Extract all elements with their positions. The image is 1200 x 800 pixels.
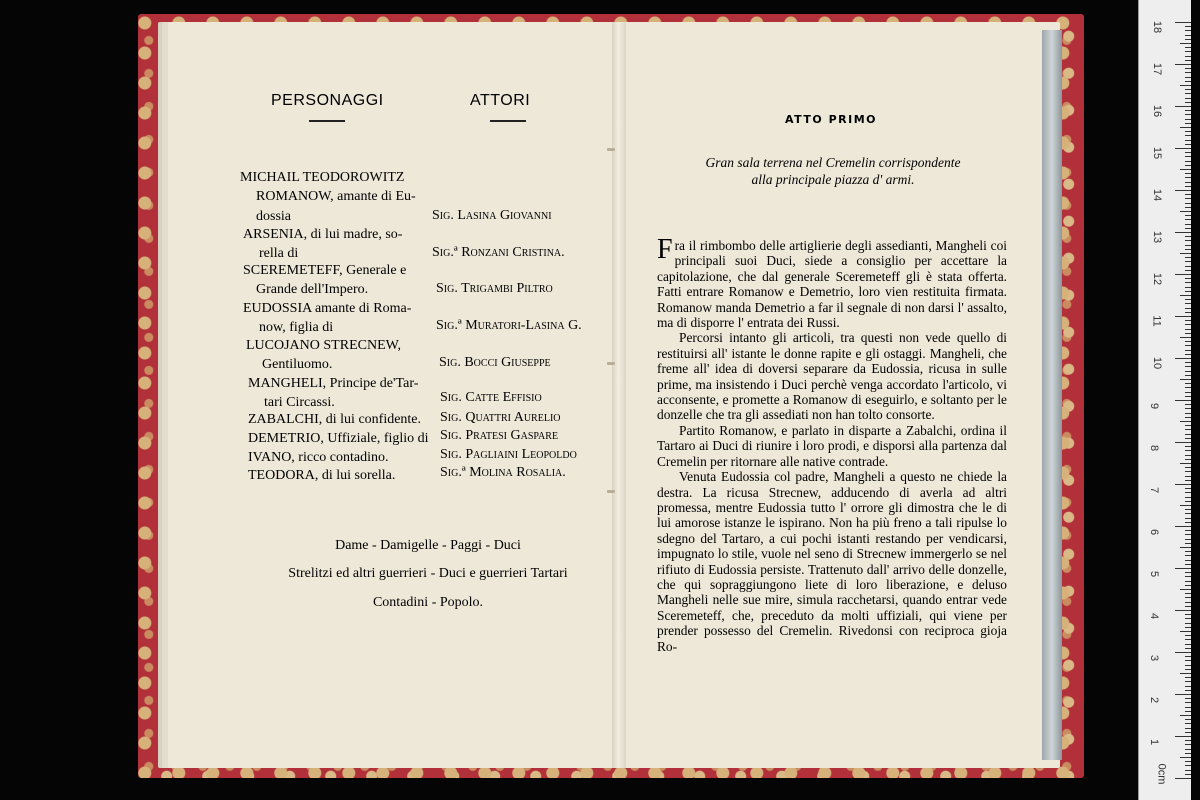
ruler-tick — [1185, 89, 1191, 90]
ruler-tick — [1185, 702, 1191, 703]
ruler-tick — [1180, 673, 1191, 674]
ruler-tick — [1180, 169, 1191, 170]
extras-line: Dame - Damigelle - Paggi - Duci — [335, 538, 521, 553]
ruler-number: 6 — [1148, 528, 1161, 536]
ruler-number: 13 — [1151, 230, 1164, 244]
ruler-tick — [1175, 610, 1191, 611]
ruler-tick — [1185, 740, 1191, 741]
ruler-tick — [1185, 345, 1191, 346]
ruler-tick — [1185, 614, 1191, 615]
ruler-tick — [1185, 509, 1191, 510]
scene-description: Gran sala terrena nel Cremelin corrispondente — [705, 155, 961, 170]
ruler-tick — [1185, 576, 1191, 577]
ruler-tick — [1185, 156, 1191, 157]
ruler-tick — [1185, 635, 1191, 636]
role-line: Gentiluomo. — [262, 357, 333, 372]
ruler-tick — [1185, 173, 1191, 174]
ruler-tick — [1185, 387, 1191, 388]
ruler-tick — [1180, 337, 1191, 338]
actor-name: Sig.ª Ronzani Cristina. — [432, 245, 565, 260]
ruler-tick — [1175, 694, 1191, 695]
role-line: LUCOJANO STRECNEW, — [246, 338, 402, 353]
ruler-tick — [1180, 631, 1191, 632]
header-rule — [309, 120, 345, 122]
ruler-tick — [1175, 316, 1191, 317]
ruler-tick — [1185, 228, 1191, 229]
ruler-tick — [1185, 404, 1191, 405]
ruler-tick — [1185, 215, 1191, 216]
ruler-tick — [1185, 492, 1191, 493]
ruler-tick — [1185, 476, 1191, 477]
ruler-tick — [1185, 438, 1191, 439]
ruler-number: 12 — [1151, 272, 1164, 286]
ruler-tick — [1185, 236, 1191, 237]
ruler-tick — [1175, 232, 1191, 233]
ruler-tick — [1185, 585, 1191, 586]
ruler-tick — [1185, 329, 1191, 330]
ruler-tick — [1185, 93, 1191, 94]
ruler-tick — [1185, 98, 1191, 99]
ruler-number: 8 — [1148, 444, 1161, 452]
ruler-tick — [1185, 719, 1191, 720]
ruler-tick — [1185, 765, 1191, 766]
ruler-tick — [1185, 47, 1191, 48]
synopsis-paragraph: Partito Romanow, e parlato in disparte a Zabalchi, ordina il Tartaro ai Duci di riunire i loro prodi, e disporsi alla partenza dal Cremelin per ritornare alle native contrade. — [657, 422, 1007, 469]
ruler-tick — [1185, 312, 1191, 313]
synopsis-paragraph: Venuta Eudossia col padre, Mangheli a questo ne chiede la destra. La ricusa Strecnew, adducendo di averla ad altri promessa, mentre Eudossia tutto l' orrore gli dimostra che le di lui amorose istanze le ispirano. Non ha più freno a tali ripulse lo sdegno del Tartaro, a cui pochi istanti restando per vendicarsi, impugnato lo stile, vuole nel seno di Strecnew immergerlo se nel rifiuto di Eudossia persiste. Trattenuto dall' arrivo delle donzelle, che qui sopraggiungono liete di loro liberazione, e deluso Mangheli nelle sue mire, simula racchetarsi, quando entrar vede Sceremeteff, che, preceduto da molti uffiziali, qui viene per prender possesso del Cremelin. Rivedonsi con reciproca gioja Ro- — [657, 469, 1007, 654]
actor-name: Sig.ª Muratori-Lasina G. — [436, 318, 582, 333]
ruler-number: 9 — [1148, 402, 1161, 410]
ruler-tick — [1185, 497, 1191, 498]
ruler-tick — [1185, 501, 1191, 502]
synopsis-paragraph: Percorsi intanto gli articoli, tra questi non vede quello di restituirsi all' istante le donne rapite e gli ostaggi. Mangheli, che freme all' idea di doversi separare da Eudossia, ricusa in sulle prime, ma insistendo i Duci perchè venga accordato l'articolo, vi acconsente, e promette a Romanow di eseguirlo, e soltanto per le donzelle che tra gli assediati non han tolto consorte. — [657, 330, 1007, 423]
ruler-tick — [1185, 488, 1191, 489]
ruler-number: 3 — [1148, 654, 1161, 662]
ruler-tick — [1185, 530, 1191, 531]
ruler-tick — [1185, 224, 1191, 225]
ruler-tick — [1185, 114, 1191, 115]
ruler-tick — [1180, 295, 1191, 296]
act-title: ATTO PRIMO — [784, 113, 878, 126]
ruler-tick — [1185, 299, 1191, 300]
ruler-tick — [1185, 77, 1191, 78]
ruler-tick — [1180, 43, 1191, 44]
role-line: EUDOSSIA amante di Roma- — [243, 301, 412, 316]
ruler-tick — [1180, 127, 1191, 128]
ruler-tick — [1185, 324, 1191, 325]
ruler-tick — [1185, 446, 1191, 447]
role-line: tari Circassi. — [264, 395, 335, 410]
role-line: dossia — [256, 209, 291, 224]
ruler-tick — [1185, 455, 1191, 456]
role-line: ROMANOW, amante di Eu- — [256, 189, 416, 204]
actor-name: Sig. Pagliaini Leopoldo — [440, 447, 577, 462]
ruler-tick — [1185, 123, 1191, 124]
page-edge — [1042, 30, 1062, 760]
ruler-tick — [1185, 593, 1191, 594]
ruler-tick — [1185, 161, 1191, 162]
ruler-tick — [1185, 513, 1191, 514]
header-actors: ATTORI — [470, 92, 531, 109]
ruler-tick — [1185, 396, 1191, 397]
binding-stitch — [607, 148, 615, 151]
ruler-tick — [1185, 660, 1191, 661]
ruler-tick — [1185, 753, 1191, 754]
extras-line: Strelitzi ed altri guerrieri - Duci e guerrieri Tartari — [288, 566, 568, 581]
ruler-tick — [1175, 64, 1191, 65]
ruler-tick — [1185, 203, 1191, 204]
ruler-tick — [1185, 60, 1191, 61]
ruler-tick — [1185, 135, 1191, 136]
ruler-tick — [1185, 354, 1191, 355]
ruler-tick — [1185, 467, 1191, 468]
ruler-tick — [1180, 463, 1191, 464]
ruler-tick — [1185, 665, 1191, 666]
role-line: now, figlia di — [259, 320, 334, 335]
role-line: Grande dell'Impero. — [256, 282, 369, 297]
ruler-tick — [1185, 140, 1191, 141]
ruler-tick — [1185, 245, 1191, 246]
ruler-tick — [1185, 618, 1191, 619]
ruler-tick — [1185, 375, 1191, 376]
ruler-tick — [1175, 148, 1191, 149]
synopsis-text — [657, 234, 1007, 654]
ruler-tick — [1185, 186, 1191, 187]
ruler-tick — [1185, 383, 1191, 384]
ruler-tick — [1185, 686, 1191, 687]
ruler-number: 7 — [1148, 486, 1161, 494]
ruler-tick — [1185, 110, 1191, 111]
ruler-tick — [1185, 333, 1191, 334]
ruler-tick — [1185, 639, 1191, 640]
ruler-tick — [1185, 627, 1191, 628]
ruler-tick — [1175, 274, 1191, 275]
ruler-tick — [1185, 72, 1191, 73]
ruler-tick — [1185, 770, 1191, 771]
scene-description: alla principale piazza d' armi. — [751, 172, 915, 187]
ruler-tick — [1185, 564, 1191, 565]
left-page — [168, 22, 618, 768]
ruler-tick — [1180, 379, 1191, 380]
ruler-tick — [1185, 282, 1191, 283]
ruler-tick — [1185, 35, 1191, 36]
ruler-tick — [1185, 551, 1191, 552]
binding-stitch — [607, 362, 615, 365]
ruler-tick — [1185, 543, 1191, 544]
ruler-tick — [1185, 182, 1191, 183]
ruler-tick — [1180, 505, 1191, 506]
ruler-tick — [1185, 744, 1191, 745]
ruler-tick — [1185, 266, 1191, 267]
ruler-tick — [1175, 190, 1191, 191]
ruler-tick — [1185, 677, 1191, 678]
ruler-tick — [1185, 623, 1191, 624]
ruler-tick — [1185, 534, 1191, 535]
ruler-tick — [1180, 757, 1191, 758]
ruler-tick — [1185, 425, 1191, 426]
actor-name: Sig.ª Molina Rosalia. — [440, 465, 566, 480]
ruler-number: 16 — [1151, 104, 1164, 118]
ruler-tick — [1185, 711, 1191, 712]
ruler-tick — [1185, 723, 1191, 724]
ruler-tick — [1185, 152, 1191, 153]
ruler-tick — [1185, 341, 1191, 342]
ruler-tick — [1185, 459, 1191, 460]
ruler-tick — [1185, 606, 1191, 607]
ruler-tick — [1180, 253, 1191, 254]
ruler-tick — [1185, 177, 1191, 178]
actor-name: Sig. Lasina Giovanni — [432, 208, 552, 223]
ruler-number: 18 — [1151, 20, 1164, 34]
measuring-ruler — [1138, 0, 1191, 800]
ruler-tick — [1185, 560, 1191, 561]
ruler-tick — [1185, 362, 1191, 363]
ruler-tick — [1185, 207, 1191, 208]
ruler-tick — [1185, 408, 1191, 409]
ruler-number: 15 — [1151, 146, 1164, 160]
ruler-tick — [1185, 597, 1191, 598]
ruler-tick — [1175, 526, 1191, 527]
ruler-number: 2 — [1148, 696, 1161, 704]
role-line: SCEREMETEFF, Generale e — [243, 263, 407, 278]
role-line: MICHAIL TEODOROWITZ — [240, 170, 405, 185]
synopsis-paragraph: Fra il rimbombo delle artiglierie degli assedianti, Mangheli coi principali suoi Duci, siede a consiglio per accettare la capitolazione, che dal generale Sceremeteff gli è stata offerta. Fatti entrare Romanow e Demetrio, loro vien restituita firmata. Romanow manda Demetrio a far il segnale di non darsi l' assalto, ma di disporre l' entrata dei Russi. — [657, 234, 1007, 331]
ruler-tick — [1185, 350, 1191, 351]
ruler-tick — [1185, 728, 1191, 729]
ruler-tick — [1185, 669, 1191, 670]
ruler-tick — [1175, 652, 1191, 653]
ruler-number: 1 — [1148, 738, 1161, 746]
ruler-tick — [1185, 291, 1191, 292]
ruler-tick — [1185, 287, 1191, 288]
role-line: IVANO, ricco contadino. — [248, 450, 389, 465]
ruler-tick — [1185, 68, 1191, 69]
ruler-tick — [1185, 555, 1191, 556]
ruler-tick — [1185, 51, 1191, 52]
ruler-tick — [1185, 320, 1191, 321]
ruler-tick — [1185, 681, 1191, 682]
role-line: TEODORA, di lui sorella. — [248, 468, 396, 483]
ruler-tick — [1185, 102, 1191, 103]
binding-stitch — [607, 490, 615, 493]
ruler-number: 4 — [1148, 612, 1161, 620]
book-gutter — [612, 22, 626, 768]
ruler-tick — [1180, 589, 1191, 590]
ruler-tick — [1180, 547, 1191, 548]
ruler-tick — [1185, 371, 1191, 372]
ruler-tick — [1185, 240, 1191, 241]
ruler-tick — [1175, 106, 1191, 107]
ruler-unit-label: 0cm — [1155, 763, 1168, 785]
ruler-tick — [1185, 30, 1191, 31]
ruler-tick — [1185, 450, 1191, 451]
ruler-tick — [1185, 480, 1191, 481]
ruler-tick — [1185, 257, 1191, 258]
ruler-tick — [1185, 303, 1191, 304]
ruler-tick — [1180, 85, 1191, 86]
ruler-tick — [1185, 56, 1191, 57]
ruler-tick — [1185, 522, 1191, 523]
role-line: MANGHELI, Principe de'Tar- — [248, 376, 419, 391]
ruler-number: 17 — [1151, 62, 1164, 76]
actor-name: Sig. Catte Effisio — [440, 390, 542, 405]
ruler-tick — [1185, 572, 1191, 573]
ruler-tick — [1175, 484, 1191, 485]
ruler-number: 14 — [1151, 188, 1164, 202]
ruler-tick — [1175, 778, 1191, 779]
ruler-tick — [1175, 358, 1191, 359]
ruler-tick — [1185, 308, 1191, 309]
ruler-tick — [1185, 81, 1191, 82]
ruler-tick — [1175, 736, 1191, 737]
actor-name: Sig. Bocci Giuseppe — [439, 355, 551, 370]
ruler-tick — [1185, 518, 1191, 519]
ruler-tick — [1185, 749, 1191, 750]
ruler-tick — [1185, 581, 1191, 582]
ruler-tick — [1185, 249, 1191, 250]
ruler-tick — [1185, 144, 1191, 145]
ruler-tick — [1185, 644, 1191, 645]
ruler-tick — [1185, 392, 1191, 393]
ruler-tick — [1185, 648, 1191, 649]
ruler-tick — [1185, 165, 1191, 166]
actor-name: Sig. Trigambi Piltro — [436, 281, 553, 296]
header-characters: PERSONAGGI — [271, 92, 384, 109]
ruler-tick — [1175, 442, 1191, 443]
ruler-tick — [1185, 261, 1191, 262]
ruler-tick — [1185, 656, 1191, 657]
ruler-tick — [1185, 774, 1191, 775]
ruler-tick — [1175, 400, 1191, 401]
ruler-tick — [1185, 539, 1191, 540]
actor-name: Sig. Quattri Aurelio — [440, 410, 561, 425]
ruler-tick — [1185, 732, 1191, 733]
ruler-tick — [1185, 417, 1191, 418]
ruler-tick — [1185, 413, 1191, 414]
ruler-tick — [1185, 698, 1191, 699]
ruler-tick — [1185, 119, 1191, 120]
role-line: rella di — [259, 246, 299, 261]
header-rule — [490, 120, 526, 122]
ruler-tick — [1175, 568, 1191, 569]
extras-line: Contadini - Popolo. — [372, 595, 484, 610]
ruler-tick — [1185, 429, 1191, 430]
role-line: ZABALCHI, di lui confidente. — [248, 412, 422, 427]
ruler-number: 11 — [1150, 315, 1163, 327]
role-line: ARSENIA, di lui madre, so- — [243, 227, 403, 242]
ruler-tick — [1185, 434, 1191, 435]
ruler-tick — [1185, 366, 1191, 367]
ruler-tick — [1185, 602, 1191, 603]
ruler-tick — [1185, 761, 1191, 762]
ruler-tick — [1180, 211, 1191, 212]
ruler-tick — [1185, 690, 1191, 691]
ruler-tick — [1180, 715, 1191, 716]
ruler-tick — [1185, 471, 1191, 472]
ruler-tick — [1180, 421, 1191, 422]
ruler-tick — [1185, 198, 1191, 199]
ruler-tick — [1185, 131, 1191, 132]
ruler-tick — [1185, 26, 1191, 27]
ruler-tick — [1185, 270, 1191, 271]
ruler-number: 10 — [1151, 356, 1164, 370]
ruler-tick — [1175, 22, 1191, 23]
ruler-tick — [1185, 194, 1191, 195]
ruler-tick — [1185, 219, 1191, 220]
actor-name: Sig. Pratesi Gaspare — [440, 428, 559, 443]
role-line: DEMETRIO, Uffiziale, figlio di — [248, 431, 429, 446]
ruler-tick — [1185, 39, 1191, 40]
ruler-tick — [1185, 707, 1191, 708]
ruler-tick — [1185, 278, 1191, 279]
ruler-number: 5 — [1148, 570, 1161, 578]
